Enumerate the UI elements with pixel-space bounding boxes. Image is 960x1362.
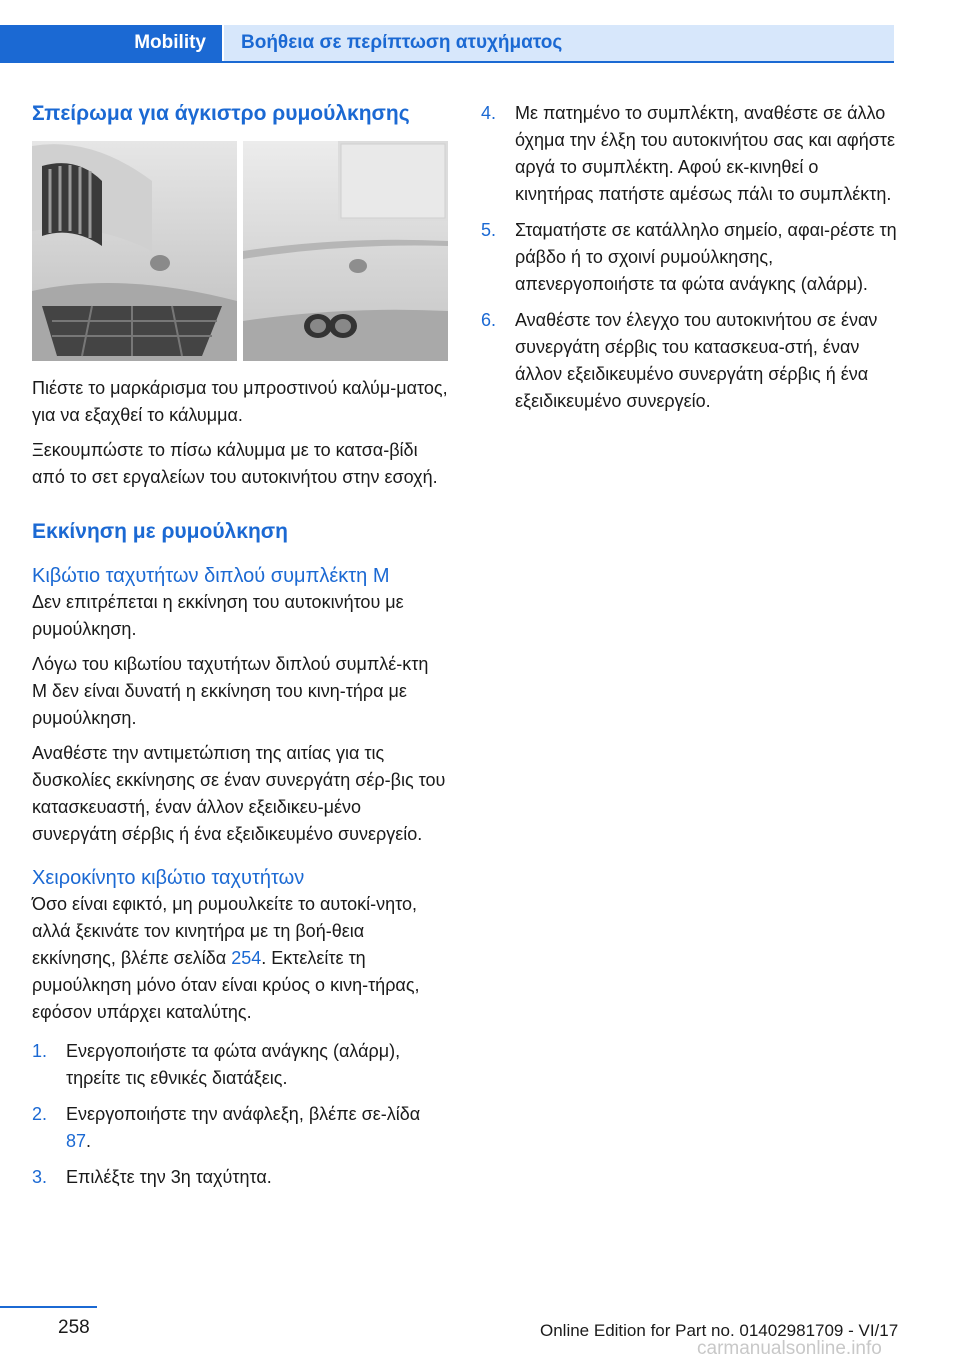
paragraph-dct-3: Αναθέστε την αντιμετώπιση της αιτίας για τις δυσκολίες εκκίνησης σε έναν συνεργάτη σέρ-βις του κατασκευαστή, έναν άλλον εξειδικευ-μένο συνεργάτη σέρβις ή ένα εξειδικευμένο συνεργείο. xyxy=(32,743,446,844)
footer-divider xyxy=(0,1306,97,1308)
list-item xyxy=(32,1038,448,1092)
paragraph-unhook-cover: Ξεκουμπώστε το πίσω κάλυμμα με το κατσα-βίδι από το σετ εργαλείων του αυτοκινήτου στην εσοχή. xyxy=(32,440,438,487)
chapter-tab-mobility[interactable] xyxy=(0,25,222,61)
list-item xyxy=(32,1164,448,1191)
chapter-tab-label: Mobility xyxy=(134,32,206,53)
heading-manual-gearbox: Χειροκίνητο κιβώτιο ταχυτήτων xyxy=(32,867,305,889)
manual-text-b: . Εκτελείτε τη ρυμούλκηση μόνο όταν είναι κρύος ο κινη-τήρας, εφόσον υπάρχει καταλύτης. xyxy=(32,948,420,1022)
list-item xyxy=(481,100,901,208)
paragraph-dct-1: Δεν επιτρέπεται η εκκίνηση του αυτοκινήτου με ρυμούλκηση. xyxy=(32,592,404,639)
manual-text-a: Όσο είναι εφικτό, μη ρυμουλκείτε το αυτοκί-νητο, αλλά ξεκινάτε τον κινητήρα με τη βοή-θεια εκκίνησης, βλέπε σελίδα xyxy=(32,894,418,968)
step-text-end: . xyxy=(86,1131,92,1151)
header-divider xyxy=(0,61,894,63)
step-number: 3. xyxy=(32,1167,48,1187)
step-number: 5. xyxy=(481,220,497,240)
step-text: Με πατημένο το συμπλέκτη, αναθέστε σε άλλο όχημα την έλξη του αυτοκινήτου σας και αφήστε αργά το συμπλέκτη. Αφού εκ-κινηθεί ο κινητήρας πατήστε αμέσως πάλι το συμπλέκτη. xyxy=(515,103,895,204)
step-number: 6. xyxy=(481,310,497,330)
step-text: Επιλέξτε την 3η ταχύτητα. xyxy=(66,1167,272,1187)
step-text: Ενεργοποιήστε την ανάφλεξη, βλέπε σε-λίδα xyxy=(66,1104,421,1124)
edition-note: Online Edition for Part no. 01402981709 - VI/17 xyxy=(540,1321,899,1340)
heading-start-by-towing: Εκκίνηση με ρυμούλκηση xyxy=(32,520,288,543)
step-text: Αναθέστε τον έλεγχο του αυτοκινήτου σε έναν συνεργάτη σέρβις του κατασκευα-στή, έναν άλλον εξειδικευμένο συνεργάτη σέρβις ή ένα εξειδικευμένο συνεργείο. xyxy=(515,310,878,411)
page-link-254[interactable]: 254 xyxy=(231,948,262,968)
section-tab-label: Βοήθεια σε περίπτωση ατυχήματος xyxy=(241,32,563,53)
heading-dct: Κιβώτιο ταχυτήτων διπλού συμπλέκτη M xyxy=(32,565,390,587)
list-item xyxy=(481,217,901,298)
paragraph-dct-2: Λόγω του κιβωτίου ταχυτήτων διπλού συμπλέ-κτη M δεν είναι δυνατή η εκκίνηση του κινη-τήρα με ρυμούλκηση. xyxy=(32,654,429,728)
step-text: Σταματήστε σε κατάλληλο σημείο, αφαι-ρέστε τη ράβδο ή το σχοινί ρυμούλκησης, απενεργοποιήστε τα φώτα ανάγκης (αλάρμ). xyxy=(515,220,897,294)
step-number: 4. xyxy=(481,103,497,123)
page-link-87[interactable]: 87 xyxy=(66,1131,87,1151)
watermark: carmanualsonline.info xyxy=(697,1338,882,1359)
tow-cover-photos xyxy=(32,141,448,361)
heading-tow-thread: Σπείρωμα για άγκιστρο ρυμούλκησης xyxy=(32,102,410,125)
list-item xyxy=(481,307,901,415)
paragraph-press-marking: Πιέστε το μαρκάρισμα του μπροστινού καλύμ-ματος, για να εξαχθεί το κάλυμμα. xyxy=(32,378,448,425)
steps-list-left xyxy=(32,1038,448,1191)
front-bumper-photo xyxy=(32,141,237,361)
list-item xyxy=(32,1101,448,1155)
step-text: Ενεργοποιήστε τα φώτα ανάγκης (αλάρμ), τηρείτε τις εθνικές διατάξεις. xyxy=(66,1041,401,1088)
paragraph-manual xyxy=(32,891,448,1026)
rear-bumper-photo xyxy=(243,141,448,361)
section-tab[interactable] xyxy=(224,25,894,61)
step-number: 1. xyxy=(32,1041,48,1061)
right-column xyxy=(481,100,901,415)
page-header xyxy=(0,25,960,61)
page-number: 258 xyxy=(58,1317,90,1338)
left-column xyxy=(32,100,448,1191)
step-number: 2. xyxy=(32,1104,48,1124)
